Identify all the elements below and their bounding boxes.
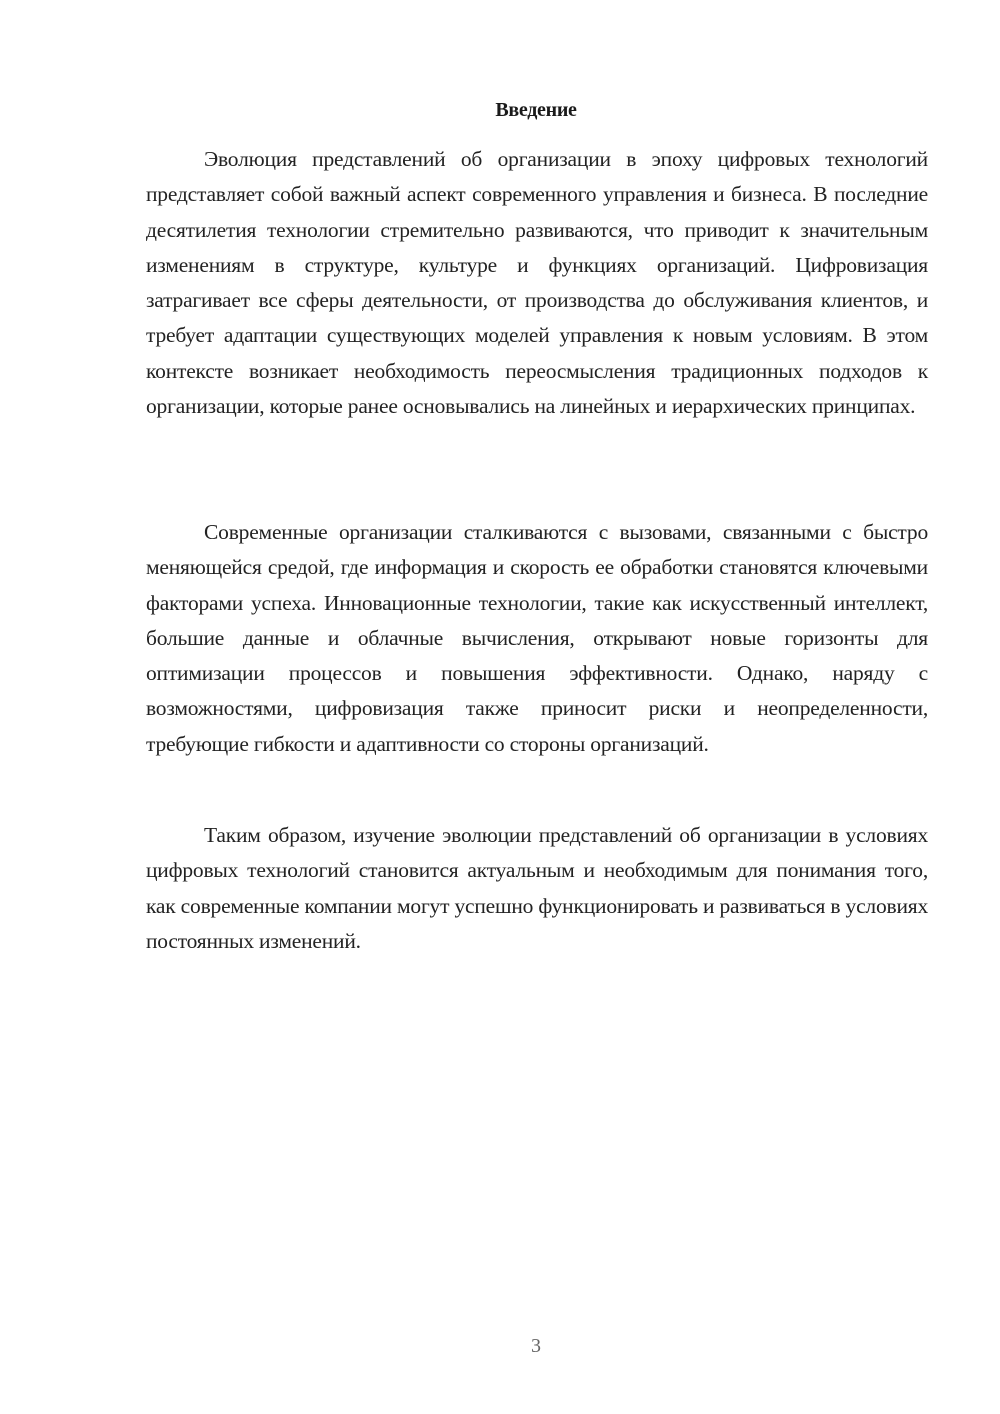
paragraph: Современные организации сталкиваются с вызовами, связанными с быстро меняющейся средой, где информация и скорость ее обработки становятся ключевыми факторами успеха. Инновационные технологии, такие как искусственный интеллект, большие данные и облачные вычисления, открывают новые горизонты для оптимизации процессов и повышения эффективности. Однако, наряду с возможностями, цифровизация также приносит риски и неопределенности, требующие гибкости и адаптивности со стороны организаций. bbox=[146, 520, 928, 756]
paragraph-block-1 bbox=[146, 142, 928, 441]
section-title: Введение bbox=[495, 99, 577, 121]
paragraph-block-2 bbox=[146, 515, 928, 779]
page-number: 3 bbox=[531, 1335, 541, 1357]
paragraph: Эволюция представлений об организации в эпоху цифровых технологий представляет собой важный аспект современного управления и бизнеса. В последние десятилетия технологии стремительно развиваются, что приводит к значительным изменениям в структуре, культуре и функциях организаций. Цифровизация затрагивает все сферы деятельности, от производства до обслуживания клиентов, и требует адаптации существующих моделей управления к новым условиям. В этом контексте возникает необходимость переосмысления традиционных подходов к организации, которые ранее основывались на линейных и иерархических принципах. bbox=[146, 147, 928, 419]
paragraph-block-3 bbox=[146, 818, 928, 976]
paragraph: Таким образом, изучение эволюции представлений об организации в условиях цифровых технологий становится актуальным и необходимым для понимания того, как современные компании могут успешно функционировать и развиваться в условиях постоянных изменений. bbox=[146, 823, 928, 953]
